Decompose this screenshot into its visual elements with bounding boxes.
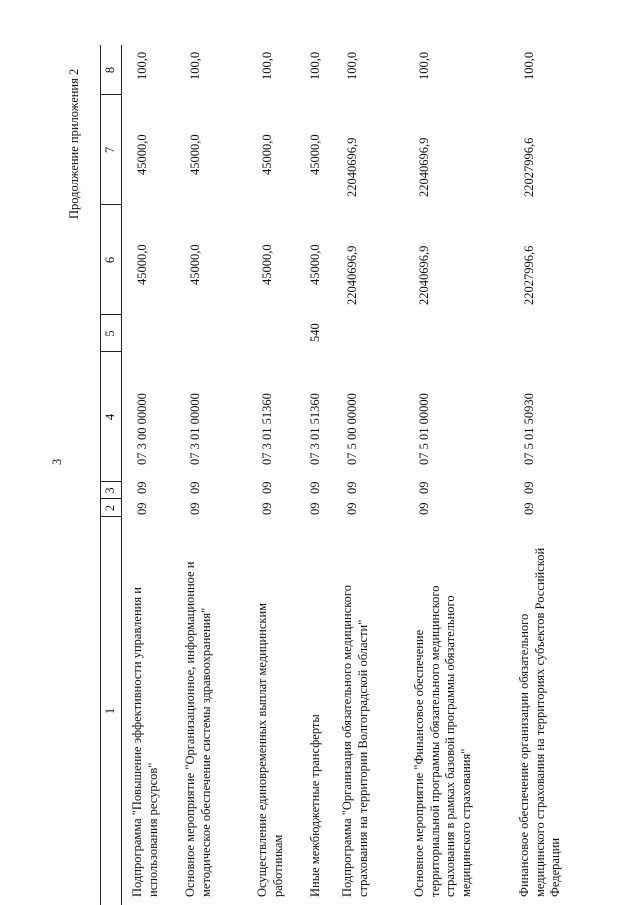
table-row-name: Финансовое обеспечение организации обязательного медицинского страхования на территориях субъектов Российской Федерации bbox=[517, 547, 562, 897]
table-row-name: Основное мероприятие "Организационное, информационное и методическое обеспечение системы здравоохранения" bbox=[183, 561, 213, 897]
table-cell-c3: 09 bbox=[188, 481, 202, 494]
column-number-6: 6 bbox=[103, 256, 117, 264]
table-cell-c6: 45000,0 bbox=[260, 244, 274, 285]
table-cell-c2: 09 bbox=[345, 502, 359, 515]
table-cell-c3: 09 bbox=[522, 481, 536, 494]
table-cell-c8: 100,0 bbox=[188, 51, 202, 80]
table-cell-c7: 22027996,6 bbox=[522, 137, 536, 197]
table-row-name: Иные межбюджетные трансферты bbox=[308, 714, 322, 897]
table-cell-c4: 07 5 01 50930 bbox=[522, 393, 536, 465]
column-number-4: 4 bbox=[103, 413, 117, 421]
table-cell-c3: 09 bbox=[417, 481, 431, 494]
table-cell-c4: 07 3 01 51360 bbox=[260, 393, 274, 465]
table-cell-c3: 09 bbox=[308, 481, 322, 494]
table-cell-c6: 45000,0 bbox=[308, 244, 322, 285]
table-row-name: Основное мероприятие "Финансовое обеспечение территориальной программы обязательного медицинского страхования в рамках базовой программы обязательного медицинского страхования" bbox=[412, 585, 473, 897]
table-cell-c2: 09 bbox=[308, 502, 322, 515]
header-top-border bbox=[100, 45, 101, 905]
table-cell-c4: 07 3 01 51360 bbox=[308, 393, 322, 465]
table-cell-c7: 45000,0 bbox=[135, 134, 149, 175]
table-cell-c7: 22040696,9 bbox=[345, 137, 359, 197]
table-cell-c2: 09 bbox=[522, 502, 536, 515]
column-number-1: 1 bbox=[103, 707, 117, 715]
column-number-7: 7 bbox=[103, 146, 117, 154]
table-cell-c8: 100,0 bbox=[135, 51, 149, 80]
table-cell-c4: 07 5 00 00000 bbox=[345, 393, 359, 465]
table-cell-c2: 09 bbox=[188, 502, 202, 515]
column-number-5: 5 bbox=[103, 330, 117, 337]
table-cell-c8: 100,0 bbox=[417, 51, 431, 80]
column-number-3: 3 bbox=[103, 487, 117, 494]
table-cell-c8: 100,0 bbox=[308, 51, 322, 80]
table-cell-c3: 09 bbox=[135, 481, 149, 494]
table-cell-c7: 45000,0 bbox=[188, 134, 202, 175]
table-cell-c3: 09 bbox=[260, 481, 274, 494]
table-cell-c3: 09 bbox=[345, 481, 359, 494]
table-cell-c8: 100,0 bbox=[260, 51, 274, 80]
table-cell-c7: 45000,0 bbox=[260, 134, 274, 175]
table-cell-c6: 22027996,6 bbox=[522, 245, 536, 305]
table-cell-c6: 45000,0 bbox=[135, 244, 149, 285]
page-number: 3 bbox=[50, 458, 64, 465]
table-cell-c5: 540 bbox=[308, 323, 322, 342]
table-cell-c4: 07 5 01 00000 bbox=[417, 393, 431, 465]
table-row-name: Подпрограмма "Организация обязательного медицинского страхования на территории Волгоградской области" bbox=[340, 585, 370, 897]
table-cell-c7: 22040696,9 bbox=[417, 137, 431, 197]
table-cell-c6: 22040696,9 bbox=[417, 245, 431, 305]
table-row-name: Подпрограмма "Повышение эффективности управления и использования ресурсов" bbox=[130, 587, 160, 897]
column-number-2: 2 bbox=[103, 504, 117, 512]
table-cell-c4: 07 3 00 00000 bbox=[135, 393, 149, 465]
continuation-title: Продолжение приложения 2 bbox=[67, 68, 81, 219]
table-cell-c4: 07 3 01 00000 bbox=[188, 393, 202, 465]
table-cell-c8: 100,0 bbox=[522, 51, 536, 80]
table-cell-c6: 45000,0 bbox=[188, 244, 202, 285]
table-cell-c2: 09 bbox=[260, 502, 274, 515]
header-bottom-border bbox=[121, 45, 122, 905]
table-row-name: Осуществление единовременных выплат медицинским работникам bbox=[255, 602, 285, 897]
table-cell-c6: 22040696,9 bbox=[345, 245, 359, 305]
table-cell-c8: 100,0 bbox=[345, 51, 359, 80]
table-cell-c2: 09 bbox=[417, 502, 431, 515]
table-cell-c7: 45000,0 bbox=[308, 134, 322, 175]
table-cell-c2: 09 bbox=[135, 502, 149, 515]
column-number-8: 8 bbox=[103, 66, 117, 74]
